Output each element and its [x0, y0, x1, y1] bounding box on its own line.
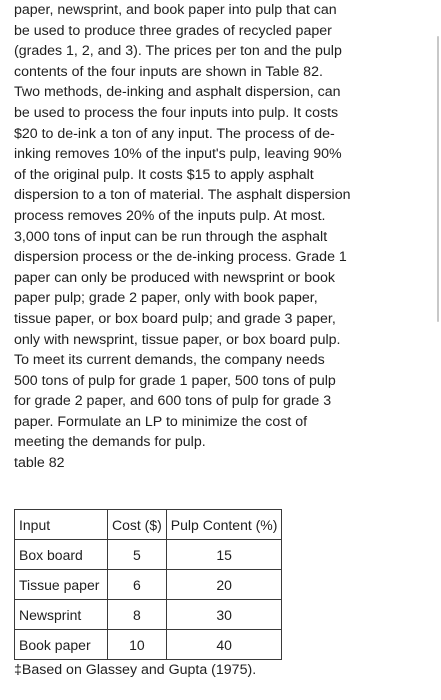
header-pulp-content: Pulp Content (%): [166, 510, 282, 540]
problem-line: Two methods, de-inking and asphalt dispersion, can: [14, 84, 341, 101]
problem-line: $20 to de-ink a ton of any input. The process of de-: [14, 125, 335, 142]
cell-cost: 5: [108, 540, 167, 570]
table-footnote: ‡Based on Glassey and Gupta (1975).: [14, 662, 257, 678]
input-cost-table: [14, 509, 282, 660]
problem-line: tissue paper, or box board pulp; and grade 3 paper,: [14, 310, 336, 327]
table-caption: table 82: [14, 455, 65, 472]
header-cost: Cost ($): [108, 510, 167, 540]
problem-line: 500 tons of pulp for grade 1 paper, 500 tons of pulp: [14, 372, 336, 389]
problem-line: be used to produce three grades of recycled paper: [14, 22, 332, 39]
problem-text: [14, 0, 414, 453]
problem-line: dispersion process or the de-inking process. Grade 1: [14, 249, 347, 266]
cell-input: Tissue paper: [15, 570, 108, 600]
problem-line: meeting the demands for pulp.: [14, 434, 206, 451]
problem-line: inking removes 10% of the input's pulp, leaving 90%: [14, 146, 342, 163]
cell-cost: 10: [108, 630, 167, 660]
table-row: [15, 540, 282, 570]
problem-line: paper. Formulate an LP to minimize the cost of: [14, 413, 308, 430]
cell-cost: 8: [108, 600, 167, 630]
cell-pulp-content: 15: [166, 540, 282, 570]
cell-input: Book paper: [15, 630, 108, 660]
cell-input: Newsprint: [15, 600, 108, 630]
problem-line: be used to process the four inputs into pulp. It costs: [14, 104, 339, 121]
problem-line: (grades 1, 2, and 3). The prices per ton and the pulp: [14, 43, 342, 60]
cell-input: Box board: [15, 540, 108, 570]
cell-pulp-content: 20: [166, 570, 282, 600]
table-row: [15, 570, 282, 600]
problem-line: paper can only be produced with newsprint or book: [14, 269, 335, 286]
problem-line: dispersion to a ton of material. The asphalt dispersion: [14, 187, 351, 204]
problem-line: To meet its current demands, the company needs: [14, 352, 325, 369]
header-input: Input: [15, 510, 108, 540]
problem-line: paper pulp; grade 2 paper, only with book paper,: [14, 290, 318, 307]
problem-line: paper, newsprint, and book paper into pulp that can: [14, 2, 337, 18]
problem-line: only with newsprint, tissue paper, or box board pulp.: [14, 331, 341, 348]
problem-line: process removes 20% of the inputs pulp. At most.: [14, 207, 326, 224]
problem-line: for grade 2 paper, and 600 tons of pulp for grade 3: [14, 393, 332, 410]
problem-line: of the original pulp. It costs $15 to apply asphalt: [14, 166, 314, 183]
table-row: [15, 600, 282, 630]
problem-content: [14, 0, 414, 474]
problem-line: contents of the four inputs are shown in Table 82.: [14, 63, 323, 80]
vertical-scrollbar[interactable]: [437, 36, 439, 322]
cell-pulp-content: 30: [166, 600, 282, 630]
problem-line: 3,000 tons of input can be run through the asphalt: [14, 228, 328, 245]
table-row: [15, 630, 282, 660]
cell-pulp-content: 40: [166, 630, 282, 660]
table-header-row: [15, 510, 282, 540]
cell-cost: 6: [108, 570, 167, 600]
